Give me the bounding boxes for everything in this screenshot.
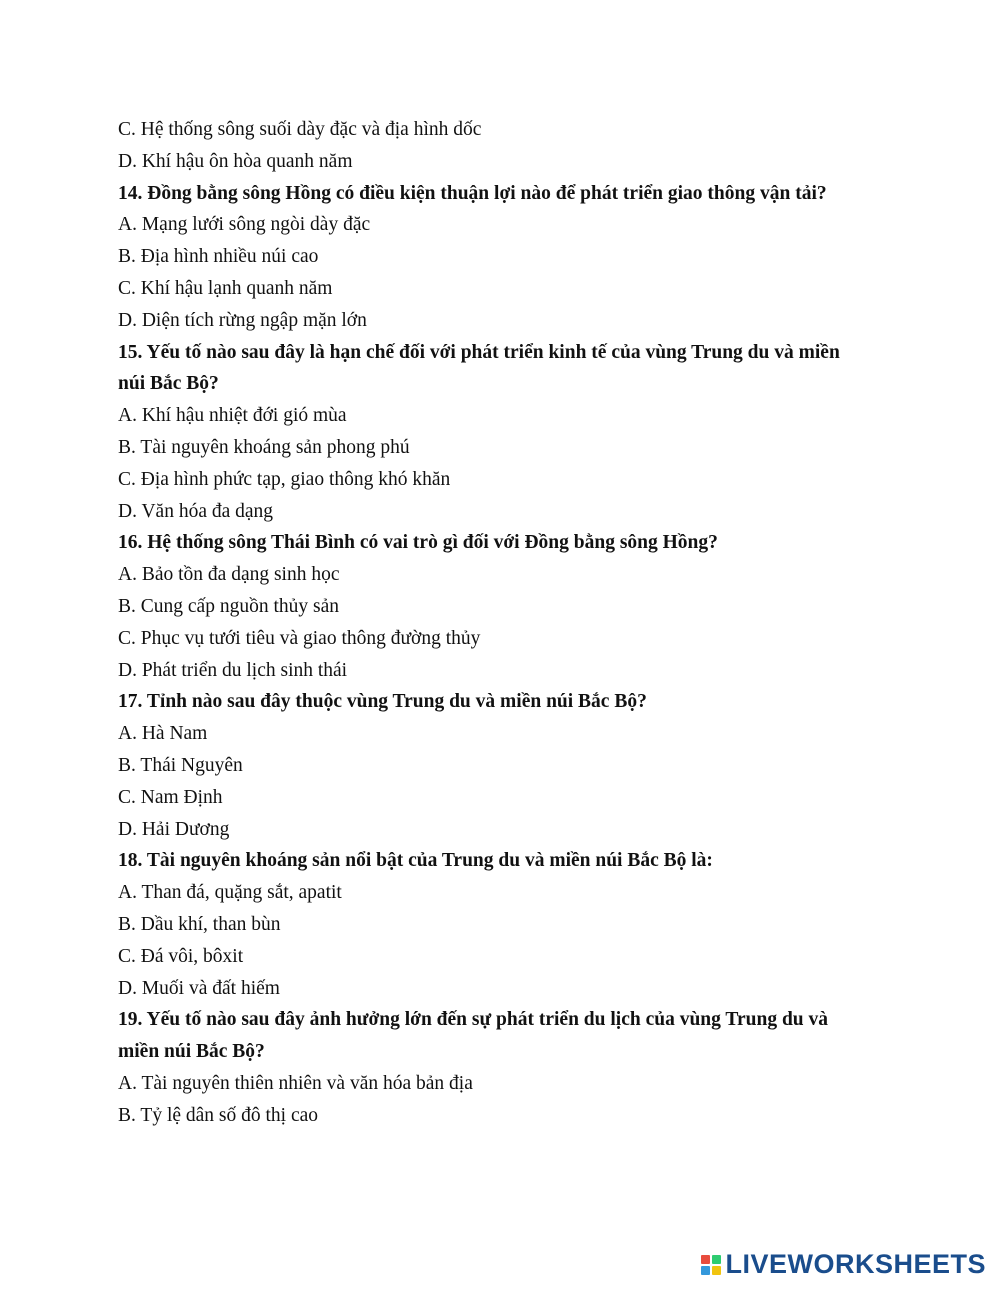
answer-option: C. Phục vụ tưới tiêu và giao thông đường thủy <box>118 627 481 649</box>
option-line: C. Hệ thống sông suối dày đặc và địa hình dốc <box>118 119 482 140</box>
answer-option: B. Địa hình nhiều núi cao <box>118 246 319 268</box>
question-block-17 <box>118 686 878 845</box>
answer-option: A. Mạng lưới sông ngòi dày đặc <box>118 214 371 236</box>
question-block-15 <box>118 337 878 528</box>
question-block-19 <box>118 1004 878 1131</box>
worksheet-page <box>118 114 878 1132</box>
answer-option: B. Tài nguyên khoáng sản phong phú <box>118 436 410 458</box>
answer-option: B. Dầu khí, than bùn <box>118 913 281 935</box>
answer-option: B. Tỷ lệ dân số đô thị cao <box>118 1104 319 1126</box>
answer-option: C. Đá vôi, bôxit <box>118 945 244 967</box>
answer-option: C. Khí hậu lạnh quanh năm <box>118 277 333 299</box>
option-line: D. Khí hậu ôn hòa quanh năm <box>118 150 353 172</box>
question-block-16 <box>118 527 878 686</box>
question-text: 16. Hệ thống sông Thái Bình có vai trò gì đối với Đồng bằng sông Hồng? <box>118 532 718 554</box>
answer-option: B. Thái Nguyên <box>118 754 243 776</box>
answer-option: D. Diện tích rừng ngập mặn lớn <box>118 309 367 331</box>
answer-option: C. Nam Định <box>118 786 223 808</box>
question-text: 17. Tỉnh nào sau đây thuộc vùng Trung du và miền núi Bắc Bộ? <box>118 691 647 713</box>
question-block-18 <box>118 845 878 1004</box>
logo-square-yellow <box>712 1266 721 1275</box>
question-text: 15. Yếu tố nào sau đây là hạn chế đối với phát triển kinh tế của vùng Trung du và miền núi Bắc Bộ? <box>118 341 840 395</box>
logo-square-green <box>712 1255 721 1264</box>
answer-option: D. Muối và đất hiếm <box>118 977 280 999</box>
answer-option: C. Địa hình phức tạp, giao thông khó khăn <box>118 468 451 490</box>
answer-option: A. Khí hậu nhiệt đới gió mùa <box>118 405 347 427</box>
logo-square-red <box>701 1255 710 1264</box>
answer-option: D. Văn hóa đa dạng <box>118 500 274 522</box>
answer-option: A. Hà Nam <box>118 723 208 745</box>
logo-square-blue <box>701 1266 710 1275</box>
answer-option: A. Than đá, quặng sắt, apatit <box>118 882 342 904</box>
answer-option: B. Cung cấp nguồn thủy sản <box>118 595 339 617</box>
liveworksheets-logo[interactable] <box>701 1249 986 1280</box>
question-text: 18. Tài nguyên khoáng sản nổi bật của Trung du và miền núi Bắc Bộ là: <box>118 850 713 872</box>
logo-grid-icon <box>701 1255 721 1275</box>
question-block-14 <box>118 178 878 337</box>
question-text: 19. Yếu tố nào sau đây ảnh hưởng lớn đến sự phát triển du lịch của vùng Trung du và miền núi Bắc Bộ? <box>118 1009 829 1063</box>
answer-option: A. Tài nguyên thiên nhiên và văn hóa bản địa <box>118 1072 473 1094</box>
answer-option: D. Hải Dương <box>118 818 230 840</box>
answer-option: D. Phát triển du lịch sinh thái <box>118 659 348 681</box>
logo-text: LIVEWORKSHEETS <box>725 1249 986 1279</box>
answer-option: A. Bảo tồn đa dạng sinh học <box>118 564 340 586</box>
question-text: 14. Đồng bằng sông Hồng có điều kiện thuận lợi nào để phát triển giao thông vận tải? <box>118 182 827 204</box>
